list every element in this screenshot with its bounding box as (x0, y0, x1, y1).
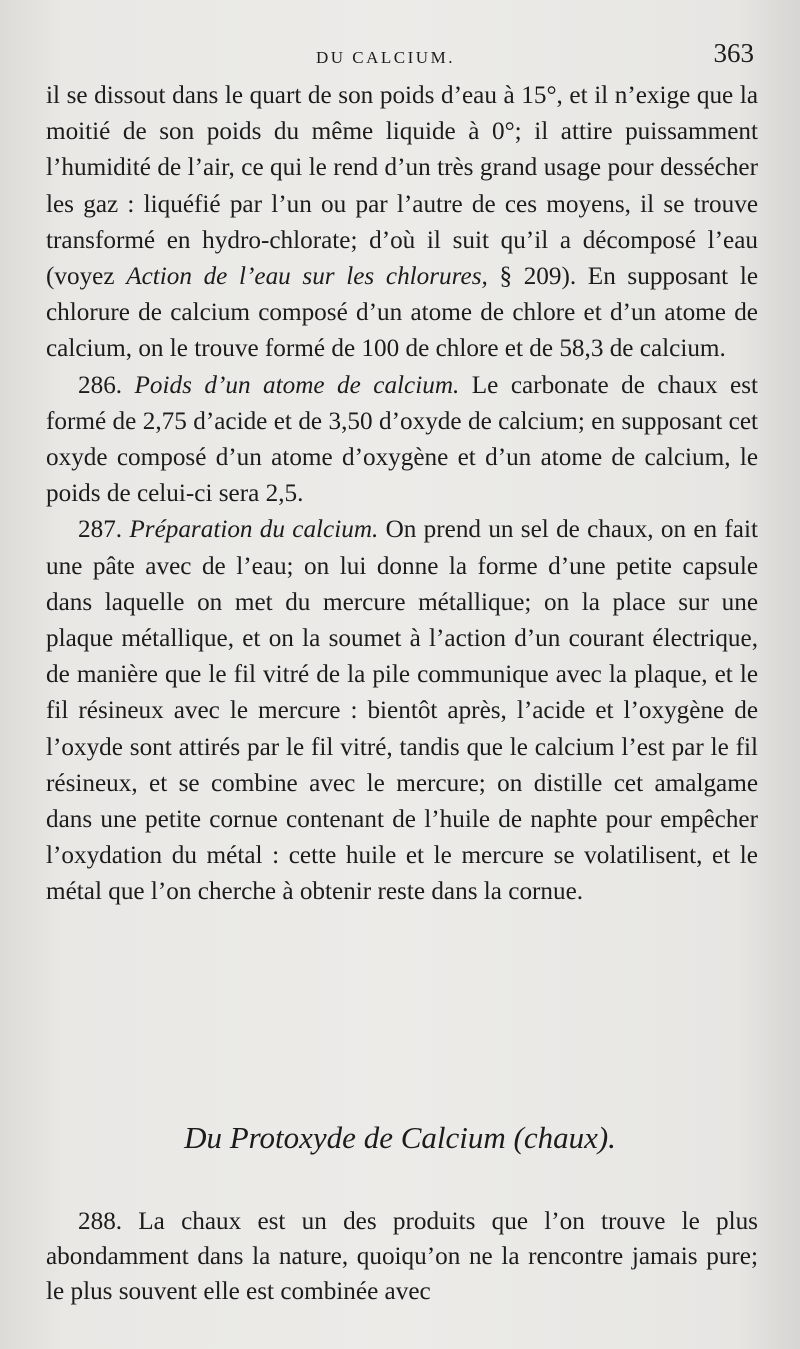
main-text (46, 78, 758, 911)
cross-reference: Action de l’eau sur les chlorures, (126, 263, 488, 291)
running-head: DU CALCIUM. (316, 48, 455, 67)
section-heading: Du Protoxyde de Calcium (chaux). (184, 1120, 616, 1155)
page-number: 363 (713, 38, 754, 68)
paragraph-number: 287. (78, 516, 130, 544)
paragraph-text: Le carbonate de chaux est formé de 2,75 d’acide et de 3,50 d’oxyde de calcium; en supposant cet oxyde composé d’un atome d’oxygène et d’un atome de calcium, le poids de celui-ci sera 2,5. (46, 371, 759, 508)
paragraph-286 (46, 368, 758, 513)
paragraph-287 (46, 512, 758, 910)
paragraph-title: Poids d’un atome de calcium. (134, 371, 460, 399)
paragraph-number: 286. (78, 371, 135, 399)
paragraph-text: On prend un sel de chaux, on en fait une pâte avec de l’eau; on lui donne la forme d’une petite capsule dans laquelle on met du mercure métallique; on la place sur une plaque métallique, et on la soumet à l’action d’un courant électrique, de manière que le fil vitré de la pile communique avec la plaque, et le fil résineux avec le mercure : bientôt après, l’acide et l’oxygène de l’oxyde sont attirés par le fil vitré, tandis que le calcium l’est par le fil résineux, et se combine avec le mercure; on distille cet amalgame dans une petite cornue contenant de l’huile de naphte pour empêcher l’oxydation du métal : cette huile et le mercure se volatilisent, et le métal que l’on cherche à obtenir reste dans la cornue. (46, 516, 758, 906)
page-header (0, 38, 800, 78)
paragraph-288: 288. La chaux est un des produits que l’on trouve le plus abondamment dans la nature, quoiqu’on ne la rencontre jamais pure; le plus souvent elle est combinée avec (46, 1208, 758, 1305)
paragraph-text: il se dissout dans le quart de son poids d’eau à 15°, et il n’exige que la moitié de son poids du même liquide à 0°; il attire puissamment l’humidité de l’air, ce qui le rend d’un très grand usage pour dessécher les gaz : liquéfié par l’un ou par l’autre de ces moyens, il se trouve transformé en hydro-chlorate; d’où il suit qu’il a décomposé l’eau (voyez (46, 82, 758, 291)
paragraph-title: Préparation du calcium. (129, 516, 379, 544)
paragraph-text: § 209). En supposant le chlorure de calcium composé d’un atome de chlore et d’un atome de calcium, on le trouve formé de 100 de chlore et de 58,3 de calcium. (46, 263, 759, 363)
section-text (46, 1204, 758, 1309)
paragraph-continuation (46, 78, 758, 368)
